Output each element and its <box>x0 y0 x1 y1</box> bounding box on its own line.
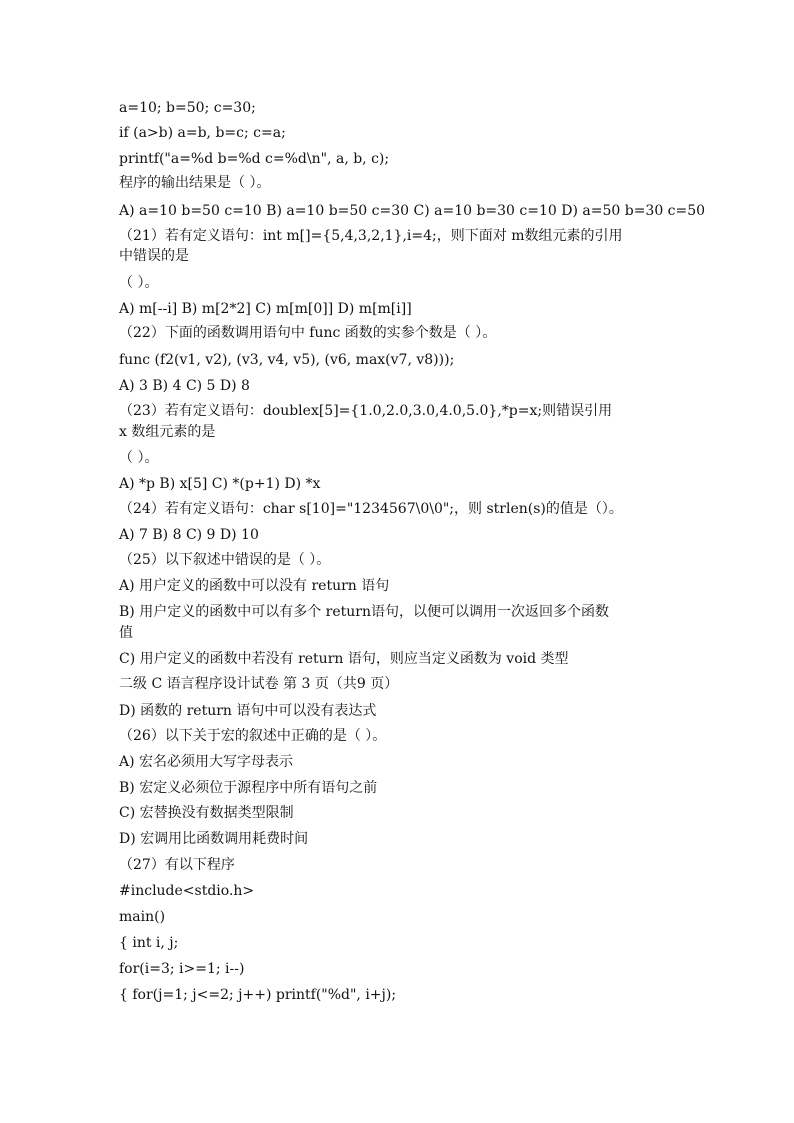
code-line-main: main() <box>119 909 166 925</box>
option-26-d: D) 宏调用比函数调用耗费时间 <box>119 831 309 847</box>
question-26: （26）以下关于宏的叙述中正确的是（ ）。 <box>119 728 387 744</box>
answer-options-23: A) *p B) x[5] C) *(p+1) D) *x <box>119 476 321 492</box>
question-23: （23）若有定义语句：doublex[5]={1.0,2.0,3.0,4.0,5.0},*p=x;则错误引用 <box>119 403 613 419</box>
code-line-func: func (f2(v1, v2), (v3, v4, v5), (v6, max(v7, v8))); <box>119 352 455 368</box>
question-27: （27）有以下程序 <box>119 857 235 873</box>
option-26-b: B) 宏定义必须位于源程序中所有语句之前 <box>119 780 378 796</box>
option-25-d: D) 函数的 return 语句中可以没有表达式 <box>119 703 377 719</box>
page-footer: 二级 C 语言程序设计试卷 第 3 页（共9 页） <box>119 676 399 692</box>
question-21: （21）若有定义语句：int m[]={5,4,3,2,1},i=4;，则下面对 m数组元素的引用 <box>119 228 623 244</box>
question-24: （24）若有定义语句：char s[10]="1234567\0\0";，则 strlen(s)的值是（）。 <box>119 501 623 517</box>
question-21-cont: 中错误的是 <box>119 248 189 264</box>
option-25-c: C) 用户定义的函数中若没有 return 语句，则应当定义函数为 void 类型 <box>119 651 569 667</box>
question-23-blank: （ ）。 <box>119 450 159 466</box>
code-line-assign: a=10; b=50; c=30; <box>119 100 256 116</box>
answer-options: A) a=10 b=50 c=10 B) a=10 b=50 c=30 C) a=10 b=30 c=10 D) a=50 b=30 c=50 <box>119 203 706 219</box>
question-25: （25）以下叙述中错误的是（ ）。 <box>119 552 331 568</box>
option-25-a: A) 用户定义的函数中可以没有 return 语句 <box>119 578 390 594</box>
code-line-decl: { int i, j; <box>119 935 179 951</box>
option-25-b-cont: 值 <box>119 625 133 641</box>
answer-options-21: A) m[--i] B) m[2*2] C) m[m[0]] D) m[m[i]] <box>119 301 412 317</box>
answer-options-22: A) 3 B) 4 C) 5 D) 8 <box>119 378 250 394</box>
question-22: （22）下面的函数调用语句中 func 函数的实参个数是（ ）。 <box>119 325 497 341</box>
code-line-include: #include<stdio.h> <box>119 883 255 899</box>
question-text: 程序的输出结果是（ ）。 <box>119 175 271 191</box>
code-line-for-outer: for(i=3; i>=1; i--) <box>119 961 245 977</box>
code-line-if: if (a>b) a=b, b=c; c=a; <box>119 125 286 141</box>
code-line-printf: printf("a=%d b=%d c=%d\n", a, b, c); <box>119 151 390 167</box>
answer-options-24: A) 7 B) 8 C) 9 D) 10 <box>119 527 259 543</box>
option-26-c: C) 宏替换没有数据类型限制 <box>119 805 294 821</box>
question-21-blank: （ ）。 <box>119 275 159 291</box>
option-26-a: A) 宏名必须用大写字母表示 <box>119 754 294 770</box>
code-line-for-inner: { for(j=1; j<=2; j++) printf("%d", i+j); <box>119 987 397 1003</box>
question-23-cont: x 数组元素的是 <box>119 424 216 440</box>
option-25-b: B) 用户定义的函数中可以有多个 return语句，以便可以调用一次返回多个函数 <box>119 604 609 620</box>
